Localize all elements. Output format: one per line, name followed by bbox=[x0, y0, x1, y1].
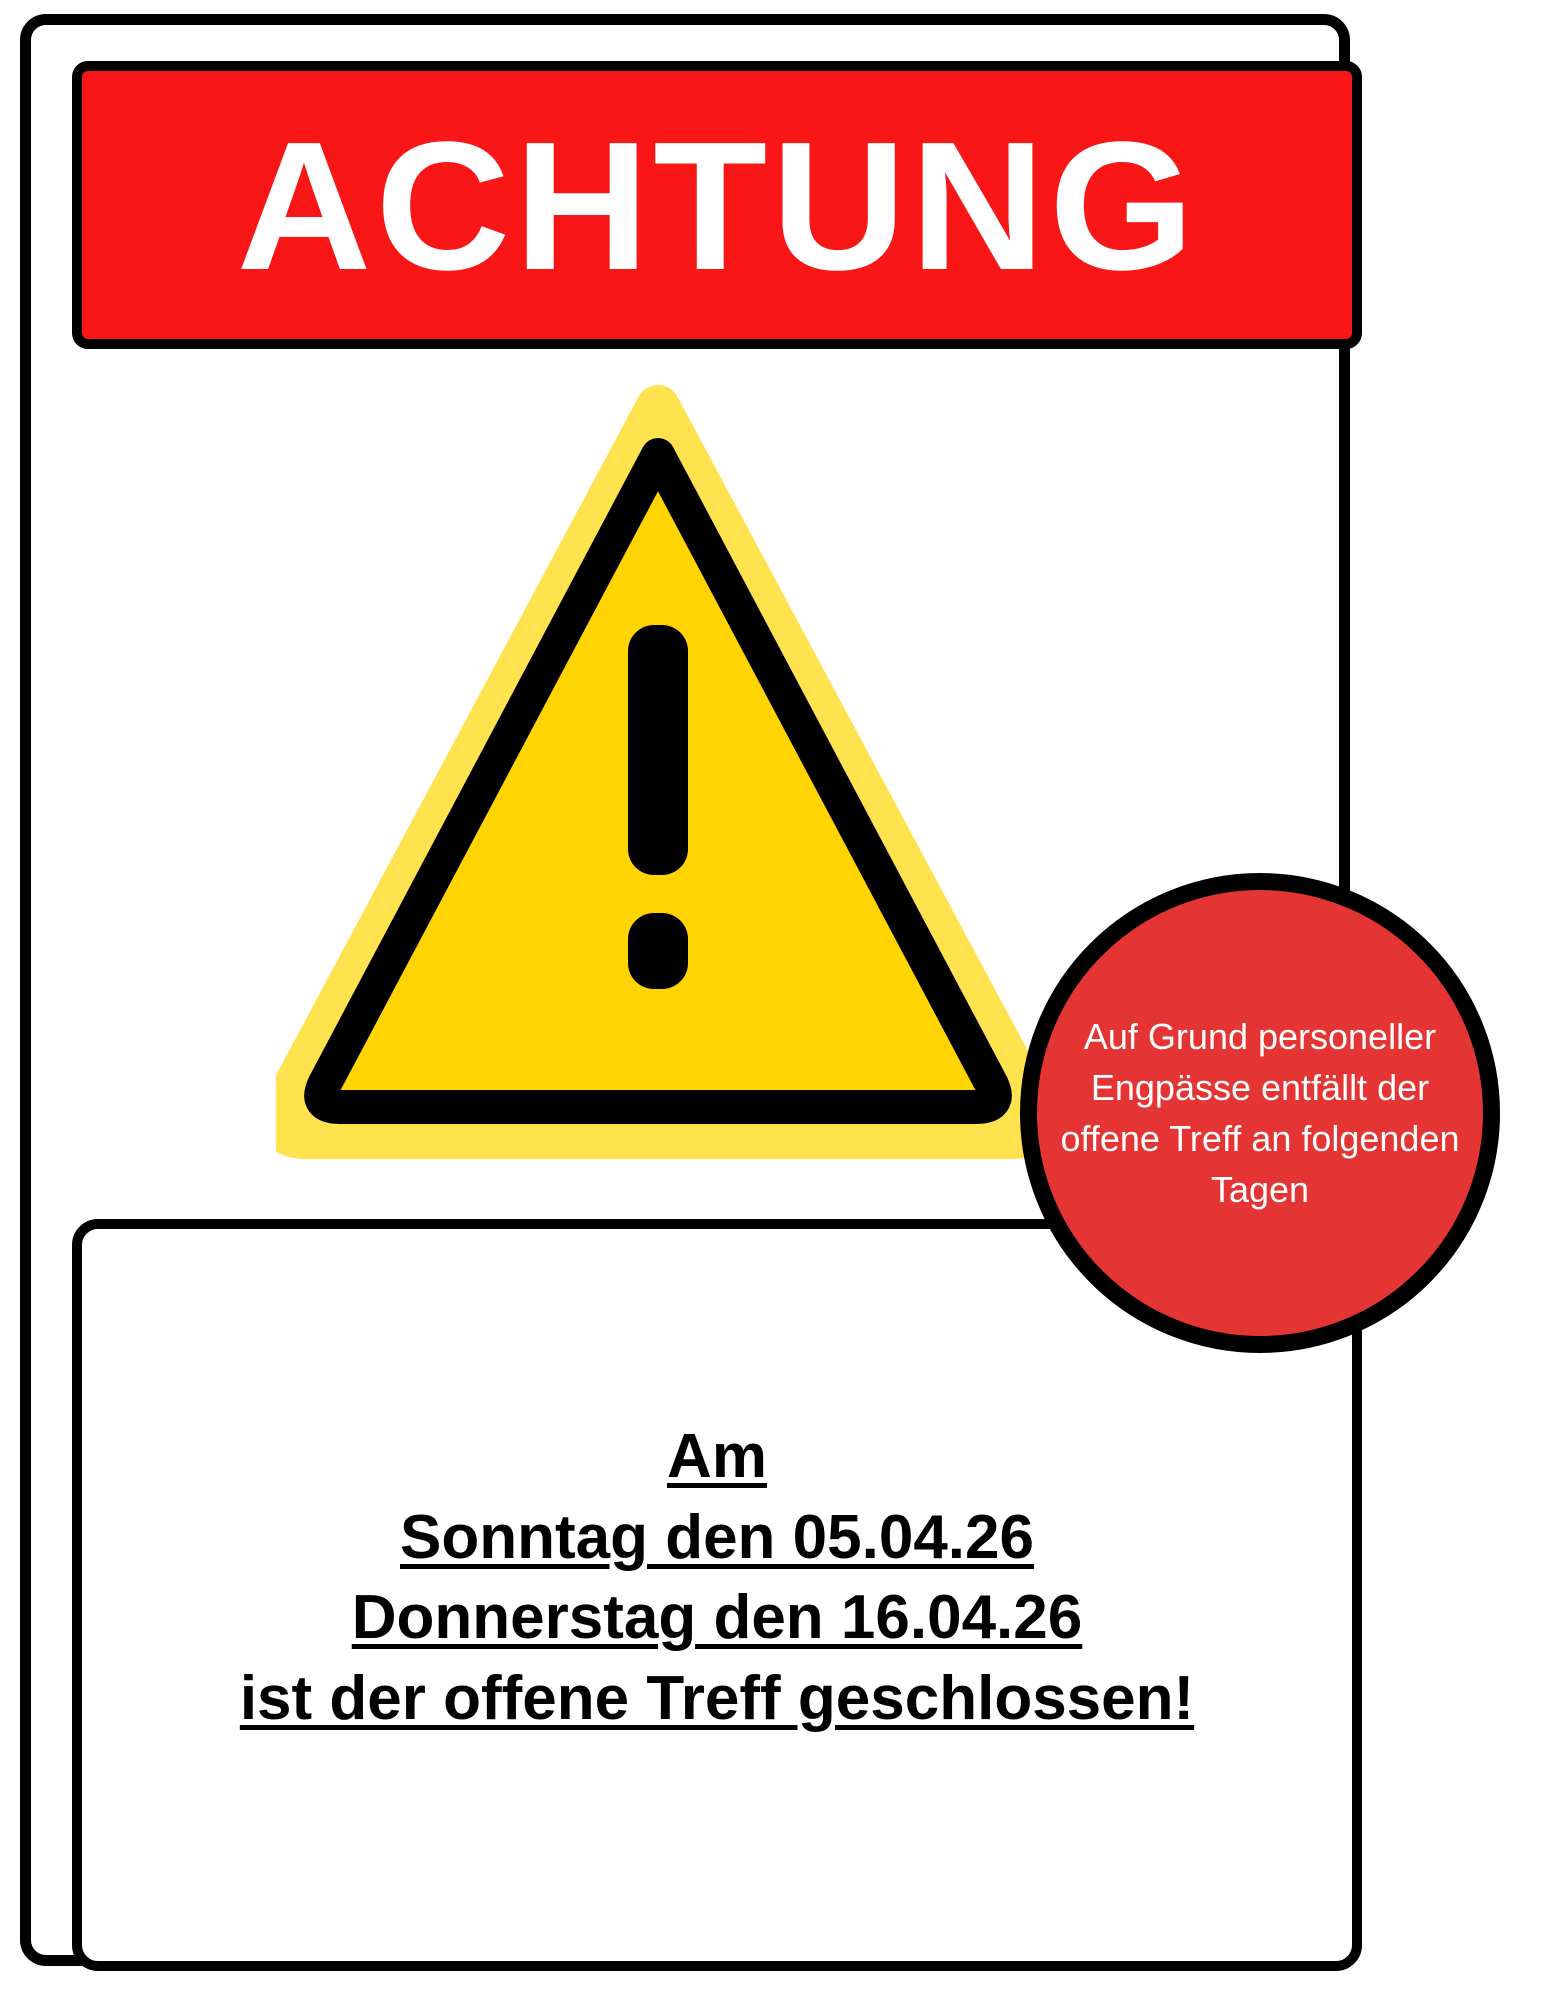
notice-line-1: Am bbox=[667, 1422, 767, 1491]
reason-callout-badge bbox=[1020, 873, 1500, 1353]
notice-line-2: Sonntag den 05.04.26 bbox=[400, 1502, 1034, 1572]
reason-callout-text: Auf Grund personeller Engpässe entfällt der offene Treff an folgenden Tagen bbox=[1060, 1015, 1460, 1211]
notice-text-block bbox=[82, 1417, 1352, 1739]
warning-triangle-icon bbox=[276, 385, 1041, 1175]
banner-title: ACHTUNG bbox=[236, 102, 1198, 308]
notice-line-4: ist der offene Treff geschlossen! bbox=[239, 1663, 1195, 1733]
notice-line-3: Donnerstag den 16.04.26 bbox=[351, 1583, 1083, 1653]
attention-banner bbox=[72, 61, 1362, 349]
